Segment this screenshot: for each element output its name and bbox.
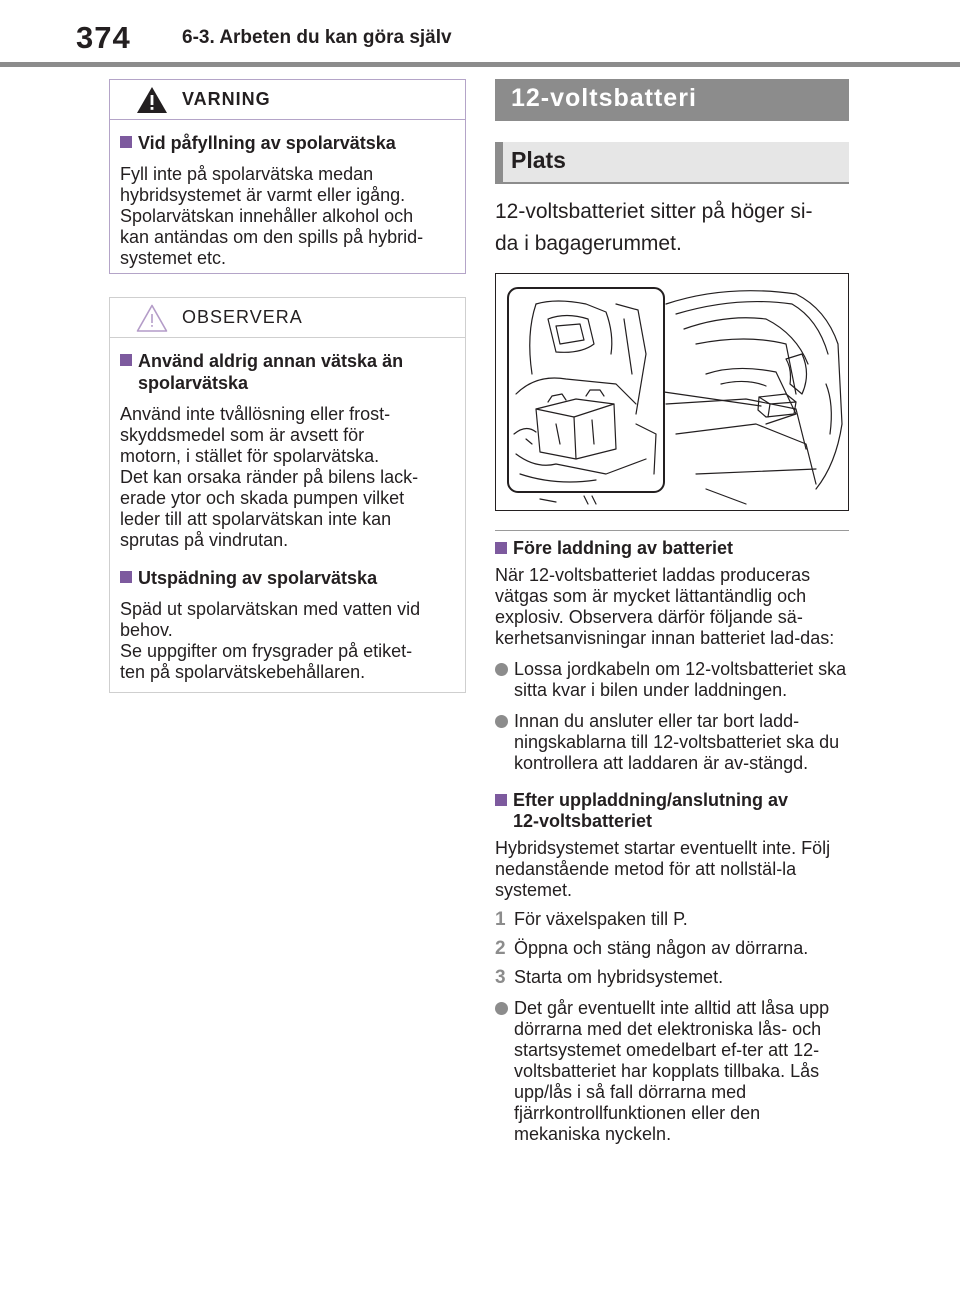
subtopic-heading: Plats — [495, 142, 849, 184]
charging-title: Före laddning av batteriet — [495, 538, 851, 559]
step-2: 2 Öppna och stäng någon av dörrarna. — [495, 938, 809, 959]
caution-box — [109, 297, 466, 693]
circle-bullet-icon — [495, 715, 508, 728]
square-bullet-icon — [120, 571, 132, 583]
square-bullet-icon — [495, 794, 507, 806]
square-bullet-icon — [120, 354, 132, 366]
charging-bullet-2: Innan du ansluter eller tar bort ladd-ningskablarna till 12-voltsbatteriet ska du kontrollera att laddaren är av-stängd. — [495, 711, 851, 774]
section-divider — [495, 530, 849, 531]
header-rule — [0, 62, 960, 67]
battery-location-illustration — [495, 273, 849, 511]
circle-bullet-icon — [495, 663, 508, 676]
after-title: Efter uppladdning/anslutning av 12-voltsbatteriet — [495, 790, 851, 832]
warning-triangle-icon — [136, 86, 168, 114]
square-bullet-icon — [495, 542, 507, 554]
caution-header — [110, 298, 465, 338]
caution-item-2-text: Späd ut spolarvätskan med vatten vid behov. Se uppgifter om frysgrader på etiket- ten på spolarvätskebehållaren. — [120, 599, 421, 682]
after-text: Hybridsystemet startar eventuellt inte. Följ nedanstående metod för att nollstäl-la systemet. — [495, 838, 831, 900]
charging-section — [495, 538, 851, 1145]
trunk-illustration-icon — [496, 274, 848, 510]
after-note: Det går eventuellt inte alltid att låsa upp dörrarna med det elektroniska lås- och startsystemet omedelbart ef-ter att 12-voltsbatteriet har kopplats tillbaka. Lås upp/lås i så fall dörrarna med fjärrkontrollfunktionen eller den mekaniska nyckeln. — [495, 998, 851, 1145]
step-1: 1 För växelspaken till P. — [495, 909, 688, 930]
step-3: 3 Starta om hybridsystemet. — [495, 967, 724, 988]
topic-heading: 12-voltsbatteri — [495, 79, 849, 121]
charging-bullet-1: Lossa jordkabeln om 12-voltsbatteriet ska sitta kvar i bilen under laddningen. — [495, 659, 851, 701]
warning-item-title: Vid påfyllning av spolarvätska — [120, 132, 455, 154]
caution-item-2-title: Utspädning av spolarvätska — [120, 567, 455, 589]
warning-header — [110, 80, 465, 120]
page-number: 374 — [76, 20, 131, 55]
section-title: 6-3. Arbeten du kan göra själv — [182, 27, 452, 48]
warning-box — [109, 79, 466, 274]
intro-text: 12-voltsbatteriet sitter på höger si- da i bagagerummet. — [495, 200, 813, 255]
charging-text: När 12-voltsbatteriet laddas produceras vätgas som är mycket lättantändlig och explosiv. Observera därför följande sä-kerhetsanvisningar innan batteriet lad-das: — [495, 565, 835, 648]
page-header — [0, 0, 960, 70]
warning-label: VARNING — [182, 89, 271, 109]
caution-label: OBSERVERA — [182, 307, 303, 327]
caution-item-1-text: Använd inte tvållösning eller frost- skyddsmedel som är avsett för motorn, i stället för spolarvätska. Det kan orsaka ränder på bilens lack- erade ytor och skada pumpen vilket leder till att spolarvätskan inte kan sprutas på vindrutan. — [120, 404, 419, 550]
caution-item-1-title: Använd aldrig annan vätska än spolarvätska — [120, 350, 455, 394]
circle-bullet-icon — [495, 1002, 508, 1015]
warning-body — [110, 120, 465, 269]
square-bullet-icon — [120, 136, 132, 148]
warning-item-text: Fyll inte på spolarvätska medan hybridsystemet är varmt eller igång. Spolarvätskan innehåller alkohol och kan antändas om den spills på hybrid- systemet etc. — [120, 164, 424, 268]
caution-body — [110, 338, 465, 683]
caution-triangle-icon — [136, 304, 168, 332]
